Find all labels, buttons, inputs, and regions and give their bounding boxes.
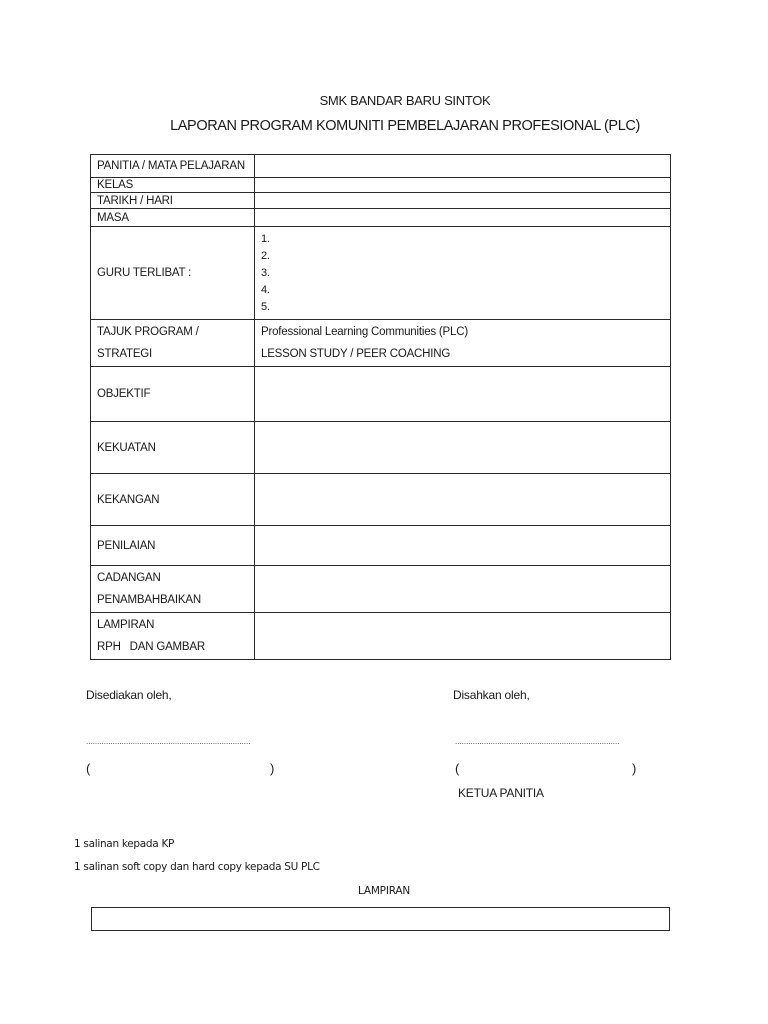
kelas-field[interactable] — [255, 178, 671, 193]
approver-role: KETUA PANITIA — [458, 786, 544, 800]
guru-terlibat-field[interactable] — [255, 227, 671, 320]
objektif-label: OBJEKTIF — [91, 367, 255, 422]
report-title: LAPORAN PROGRAM KOMUNITI PEMBELAJARAN PROFESIONAL (PLC) — [170, 118, 640, 134]
cadangan-field[interactable] — [255, 566, 671, 613]
lampiran-box[interactable] — [91, 907, 670, 931]
kelas-label: KELAS — [91, 178, 255, 193]
approved-name-close-paren: ) — [632, 761, 637, 776]
approved-signature-line[interactable]: .......................................................................... — [455, 737, 620, 746]
approved-by-label: Disahkan oleh, — [453, 688, 530, 702]
guru-item-2: 2. — [261, 249, 270, 262]
school-name: SMK BANDAR BARU SINTOK — [319, 93, 491, 108]
masa-label: MASA — [91, 209, 255, 227]
prepared-by-label: Disediakan oleh, — [86, 688, 172, 702]
lampiran-field[interactable] — [255, 613, 671, 660]
copy-note-su-plc: 1 salinan soft copy dan hard copy kepada SU PLC — [74, 861, 320, 873]
tajuk-program-label — [91, 320, 255, 367]
lampiran-line-1: LAMPIRAN — [97, 619, 155, 631]
objektif-field[interactable] — [255, 367, 671, 422]
kekuatan-field[interactable] — [255, 422, 671, 474]
guru-item-4: 4. — [261, 283, 270, 296]
lampiran-line-2: RPH DAN GAMBAR — [97, 641, 205, 653]
kekangan-field[interactable] — [255, 474, 671, 526]
masa-field[interactable] — [255, 209, 671, 227]
cadangan-line-2: PENAMBAHBAIKAN — [97, 594, 201, 606]
tarikh-field[interactable] — [255, 193, 671, 209]
panitia-field[interactable] — [255, 155, 671, 178]
approved-name-open-paren: ( — [455, 761, 460, 776]
panitia-label: PANITIA / MATA PELAJARAN — [91, 155, 255, 178]
prepared-name-close-paren: ) — [270, 761, 275, 776]
lampiran-label — [91, 613, 255, 660]
tajuk-program-line-1: TAJUK PROGRAM / — [97, 326, 199, 338]
guru-terlibat-label: GURU TERLIBAT : — [91, 227, 255, 320]
tajuk-program-line-2: STRATEGI — [97, 348, 153, 360]
guru-item-1: 1. — [261, 232, 270, 245]
kekuatan-label: KEKUATAN — [91, 422, 255, 474]
guru-item-3: 3. — [261, 266, 270, 279]
cadangan-line-1: CADANGAN — [97, 572, 161, 584]
tajuk-program-field[interactable] — [255, 320, 671, 367]
lampiran-heading: LAMPIRAN — [357, 885, 411, 897]
report-form-table — [90, 154, 671, 660]
penilaian-label: PENILAIAN — [91, 526, 255, 566]
tajuk-program-value-2: LESSON STUDY / PEER COACHING — [261, 348, 451, 360]
prepared-name-open-paren: ( — [86, 761, 91, 776]
guru-item-5: 5. — [261, 300, 270, 313]
tajuk-program-value-1: Professional Learning Communities (PLC) — [261, 326, 468, 338]
prepared-signature-line[interactable]: .......................................................................... — [86, 737, 251, 746]
penilaian-field[interactable] — [255, 526, 671, 566]
tarikh-label: TARIKH / HARI — [91, 193, 255, 209]
cadangan-label — [91, 566, 255, 613]
kekangan-label: KEKANGAN — [91, 474, 255, 526]
copy-note-kp: 1 salinan kepada KP — [74, 838, 175, 850]
